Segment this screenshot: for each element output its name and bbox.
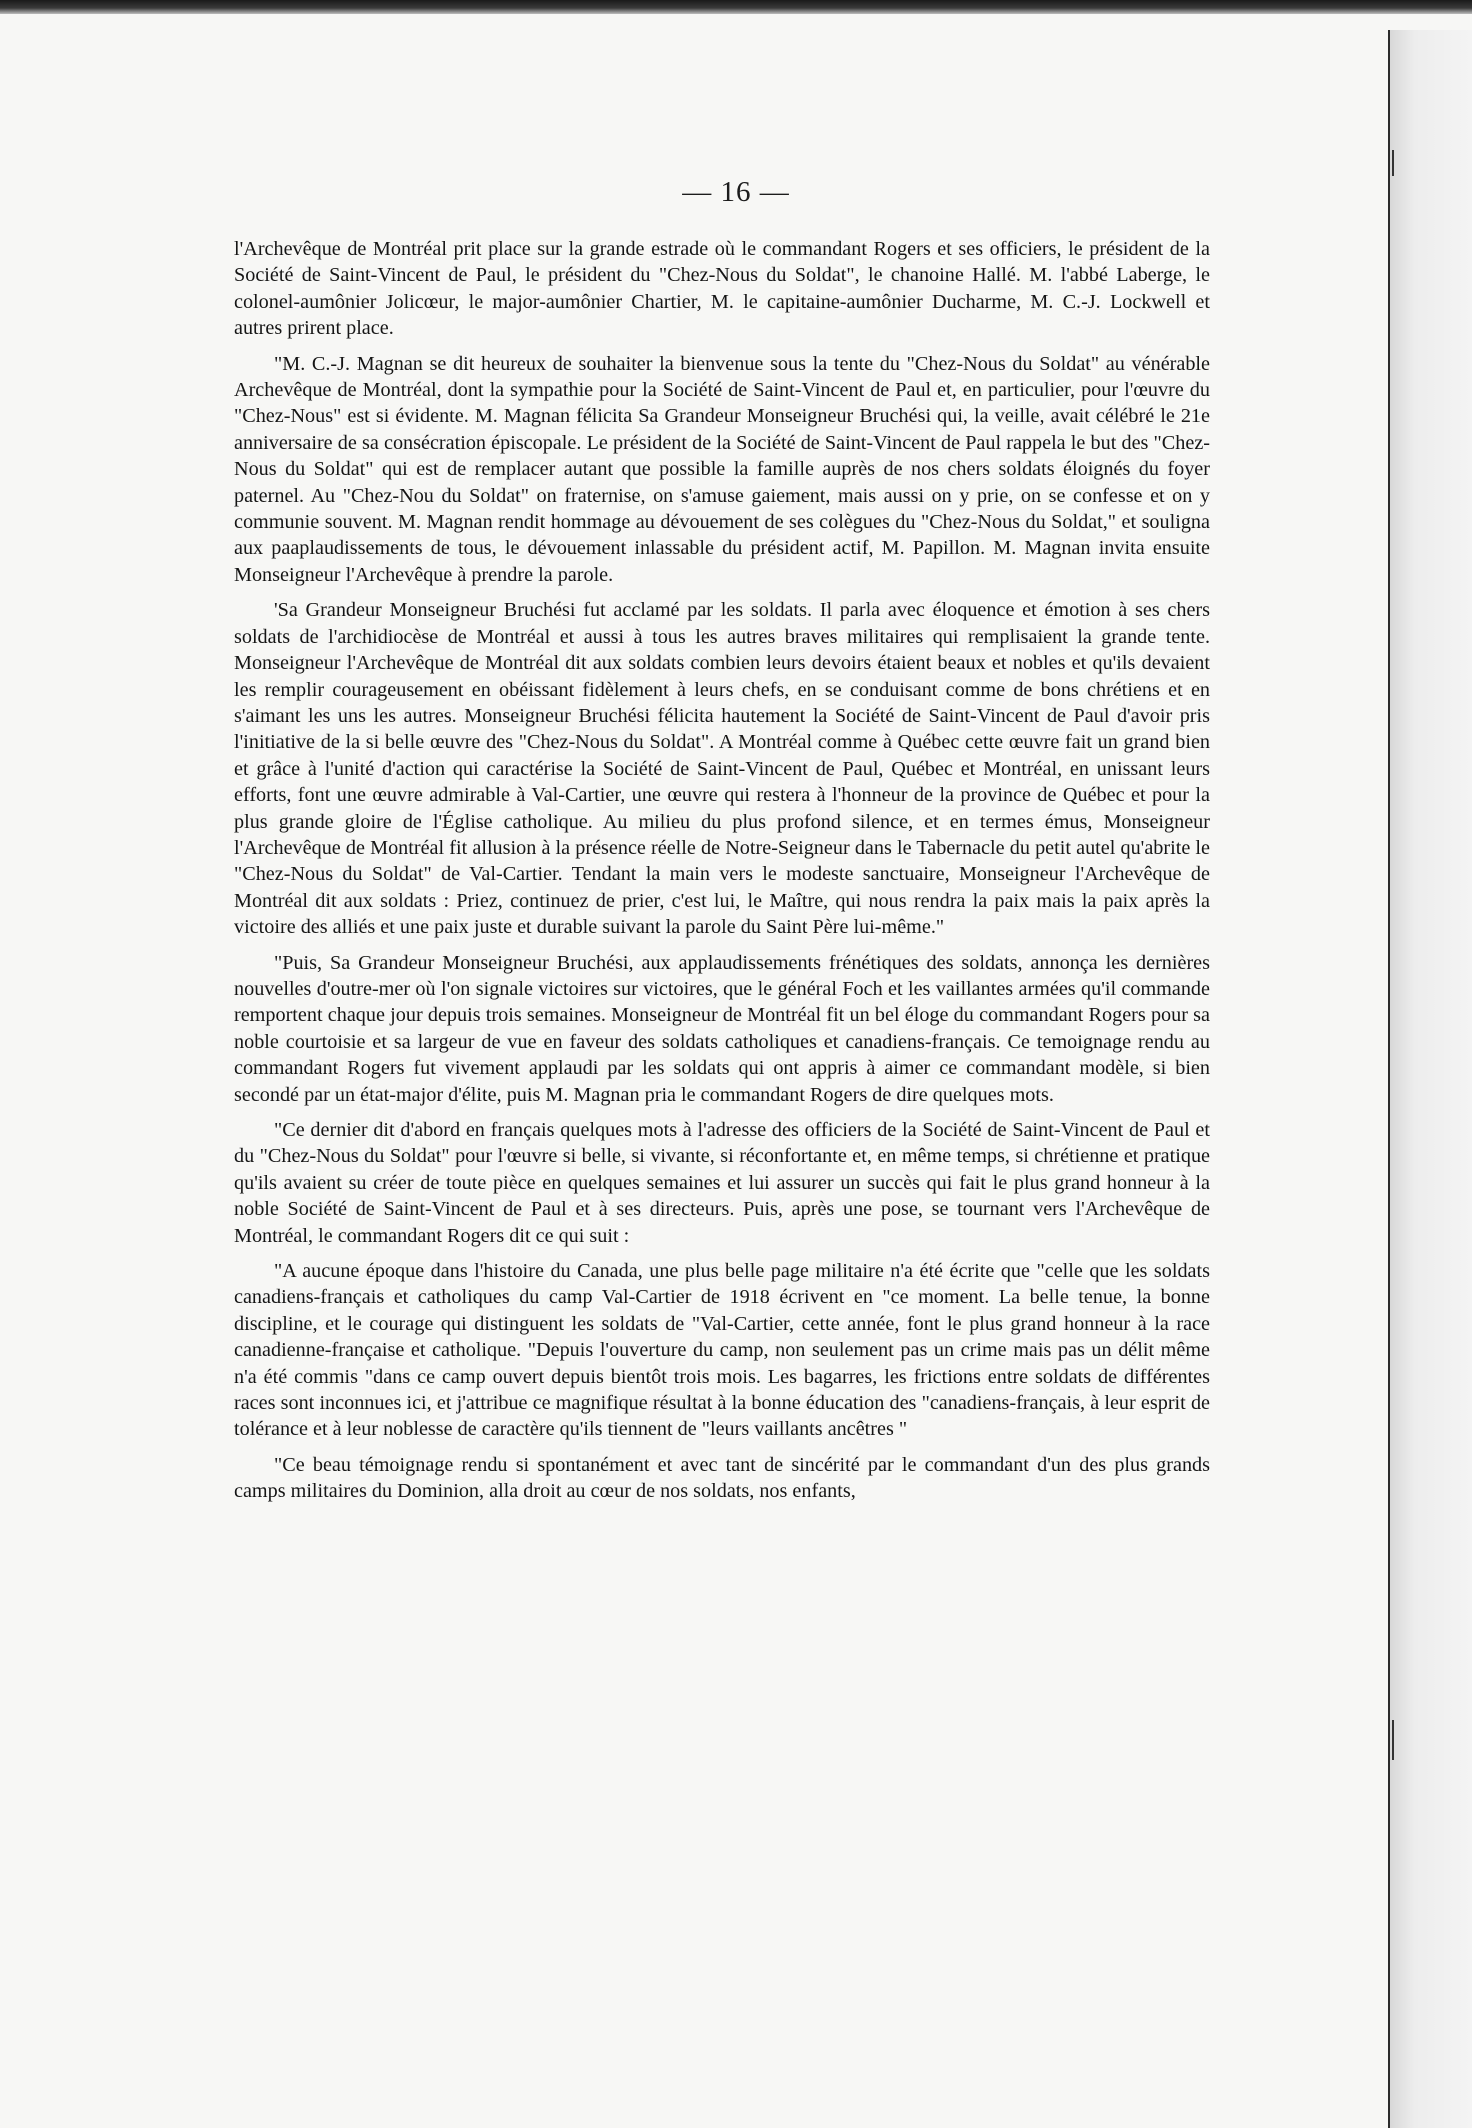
quoted-paragraph: "A aucune époque dans l'histoire du Canada, une plus belle page militaire n'a été écrite que "celle que les soldats canadiens-français et catholiques du camp Val-Cartier de 1918 écrivent en "ce moment. La belle tenue, la bonne discipline, et le courage qui distinguent les soldats de "Val-Cartier, cette année, font le plus grand honneur à la race canadienne-française et catholique. "Depuis l'ouverture du camp, non seulement pas un crime mais pas un délit même n'a été commis "dans ce camp ouvert depuis bientôt trois mois. Les bagarres, les frictions entre soldats de différentes races sont inconnues ici, et j'attribue ce magnifique résultat à la bonne éducation des "canadiens-français, à leur esprit de tolérance et à leur noblesse de caractère qu'ils tiennent de "leurs vaillants ancêtres " <box>234 1260 1210 1441</box>
paragraph: "Ce beau témoignage rendu si spontanément et avec tant de sincérité par le commandant d'un des plus grands camps militaires du Dominion, alla droit au cœur de nos soldats, nos enfants, <box>234 1453 1210 1503</box>
adjacent-page-strip <box>1390 30 1472 2128</box>
paragraph: 'Sa Grandeur Monseigneur Bruchési fut acclamé par les soldats. Il parla avec éloquence et émotion à ses chers soldats de l'archidiocèse de Montréal et aussi à tous les autres braves militaires qui remplisaient la grande tente. Monseigneur l'Archevêque de Montréal dit aux soldats combien leurs devoirs étaient beaux et nobles et qu'ils devaient les remplir courageusement en obéissant fidèlement à leurs chefs, en se conduisant comme de bons chrétiens et en s'aimant les uns les autres. Monseigneur Bruchési félicita hautement la Société de Saint-Vincent de Paul d'avoir pris l'initiative de la si belle œuvre des "Chez-Nous du Soldat". A Montréal comme à Québec cette œuvre fait un grand bien et grâce à l'unité d'action qui caractérise la Société de Saint-Vincent de Paul, Québec et Montréal, en unissant leurs efforts, font une œuvre admirable à Val-Cartier, une œuvre qui restera à l'honneur de la province de Québec et pour la plus grande gloire de l'Église catholique. Au milieu du plus profond silence, et en termes émus, Monseigneur l'Archevêque de Montréal fit allusion à la présence réelle de Notre-Seigneur dans le Tabernacle du petit autel qu'abrite le "Chez-Nous du Soldat" de Val-Cartier. Tendant la main vers le modeste sanctuaire, Monseigneur l'Archevêque de Montréal dit aux soldats : Priez, continuez de prier, c'est lui, le Maître, qui nous rendra la paix mais la paix après la victoire des alliés et une paix juste et durable suivant la parole du Saint Père lui-même." <box>234 599 1210 939</box>
page-top-edge <box>0 0 1472 14</box>
body-text <box>234 236 1210 1514</box>
paragraph: "Ce dernier dit d'abord en français quelques mots à l'adresse des officiers de la Société de Saint-Vincent de Paul et du "Chez-Nous du Soldat" pour l'œuvre si belle, si vivante, si réconfortante et, en même temps, si chrétienne et pratique qu'ils avaient su créer de toute pièce en quelques semaines et lui assurer un succès qui fait le plus grand honneur à la noble Société de Saint-Vincent de Paul et à ses directeurs. Puis, après une pose, se tournant vers l'Archevêque de Montréal, le commandant Rogers dit ce qui suit : <box>234 1119 1210 1247</box>
page-fold-line <box>1388 30 1390 2128</box>
edge-mark <box>1392 150 1394 176</box>
page-number: — 16 — <box>682 176 790 208</box>
paragraph: l'Archevêque de Montréal prit place sur la grande estrade où le commandant Rogers et ses officiers, le président de la Société de Saint-Vincent de Paul, le président du "Chez-Nous du Soldat", le chanoine Hallé. M. l'abbé Laberge, le colonel-aumônier Jolicœur, le major-aumônier Chartier, M. le capitaine-aumônier Ducharme, M. C.-J. Lockwell et autres prirent place. <box>234 238 1210 340</box>
paragraph: "Puis, Sa Grandeur Monseigneur Bruchési, aux applaudissements frénétiques des soldats, annonça les dernières nouvelles d'outre-mer où l'on signale victoires sur victoires, que le général Foch et les vaillantes armées qu'il commande remportent chaque jour depuis trois semaines. Monseigneur de Montréal fit un bel éloge du commandant Rogers pour sa noble courtoisie et sa largeur de vue en faveur des soldats catholiques et canadiens-français. Ce temoignage rendu au commandant Rogers fut vivement applaudi par les soldats qui ont appris à aimer ce commandant modèle, si bien secondé par un état-major d'élite, puis M. Magnan pria le commandant Rogers de dire quelques mots. <box>234 951 1210 1106</box>
paragraph: "M. C.-J. Magnan se dit heureux de souhaiter la bienvenue sous la tente du "Chez-Nous du Soldat" au vénérable Archevêque de Montréal, dont la sympathie pour la Société de Saint-Vincent de Paul et, en particulier, pour l'œuvre du "Chez-Nous" est si évidente. M. Magnan félicita Sa Grandeur Monseigneur Bruchési qui, la veille, avait célébré le 21e anniversaire de sa consécration épiscopale. Le président de la Société de Saint-Vincent de Paul rappela le but des "Chez-Nous du Soldat" qui est de remplacer autant que possible la famille auprès de nos chers soldats éloignés du foyer paternel. Au "Chez-Nou du Soldat" on fraternise, on s'amuse gaiement, mais aussi on y prie, on se confesse et on y communie souvent. M. Magnan rendit hommage au dévouement de ses colègues du "Chez-Nous du Soldat," et souligna aux paaplaudissements de tous, le dévouement inlassable du président actif, M. Papillon. M. Magnan invita ensuite Monseigneur l'Archevêque à prendre la parole. <box>234 352 1210 586</box>
edge-mark <box>1392 1720 1394 1760</box>
